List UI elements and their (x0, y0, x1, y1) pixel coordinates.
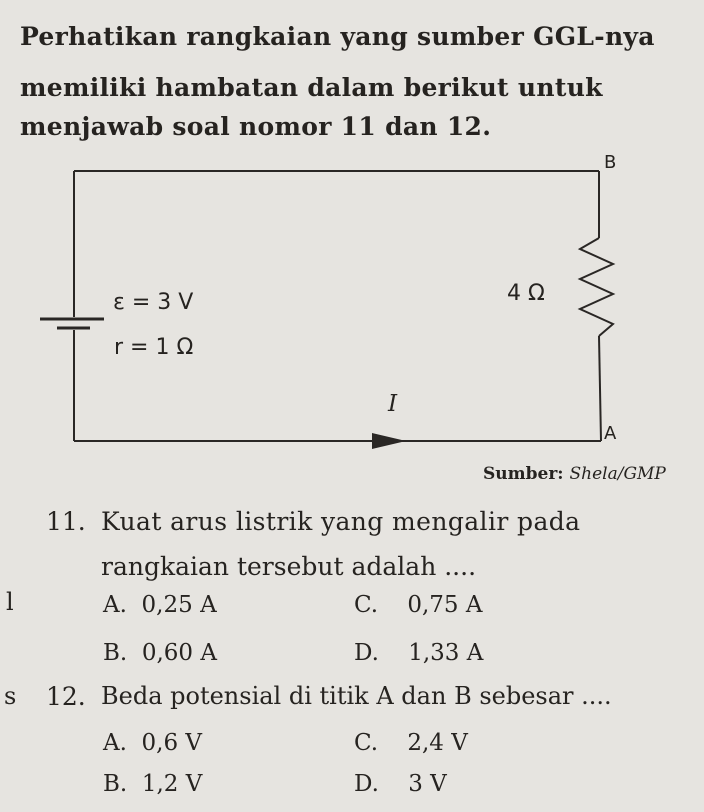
q12-option-c[interactable] (354, 730, 468, 756)
q11-number: 11. (46, 507, 86, 536)
node-b-label: B (604, 152, 617, 173)
option-value: 0,6 V (141, 730, 203, 756)
option-value: 0,75 A (407, 592, 483, 618)
q11-option-b[interactable] (103, 640, 217, 666)
q11-option-a[interactable] (103, 592, 217, 618)
current-label: I (388, 391, 398, 417)
emf-label: ε = 3 V (113, 290, 194, 315)
option-letter: A. (103, 730, 127, 756)
q12-option-d[interactable] (354, 771, 447, 797)
q12-option-a[interactable] (103, 730, 202, 756)
internal-resistance-label: r = 1 Ω (114, 335, 194, 360)
option-letter: D. (354, 771, 379, 797)
option-letter: B. (103, 640, 128, 666)
q12-option-b[interactable] (103, 771, 202, 797)
source-name: Shela/GMP (569, 464, 666, 484)
wire-right-lower (599, 336, 601, 441)
q11-line-2: rangkaian tersebut adalah .... (101, 552, 477, 581)
margin-fragment-1: l (6, 588, 14, 616)
option-value: 1,33 A (408, 640, 484, 666)
option-value: 1,2 V (141, 771, 203, 797)
intro-line-2: memiliki hambatan dalam berikut untuk (20, 73, 603, 102)
intro-line-1: Perhatikan rangkaian yang sumber GGL-nya (20, 22, 655, 51)
margin-fragment-2: s (4, 682, 17, 710)
q11-option-c[interactable] (354, 592, 482, 618)
q12-number: 12. (46, 682, 86, 711)
option-letter: D. (354, 640, 379, 666)
option-value: 2,4 V (407, 730, 468, 756)
intro-line-3: menjawab soal nomor 11 dan 12. (20, 112, 492, 141)
source-prefix: Sumber: (483, 464, 570, 484)
source-credit (483, 464, 666, 484)
resistor-label: 4 Ω (507, 281, 545, 306)
option-letter: B. (103, 771, 128, 797)
option-letter: C. (354, 730, 379, 756)
resistor-zigzag (580, 238, 613, 336)
option-letter: A. (103, 592, 127, 618)
option-value: 0,60 A (141, 640, 217, 666)
option-value: 0,25 A (141, 592, 217, 618)
q12-line-1: Beda potensial di titik A dan B sebesar .... (101, 682, 612, 710)
node-a-label: A (604, 423, 617, 444)
option-letter: C. (354, 592, 379, 618)
current-arrow (372, 433, 406, 449)
option-value: 3 V (408, 771, 447, 797)
q11-line-1: Kuat arus listrik yang mengalir pada (101, 507, 581, 536)
q11-option-d[interactable] (354, 640, 483, 666)
